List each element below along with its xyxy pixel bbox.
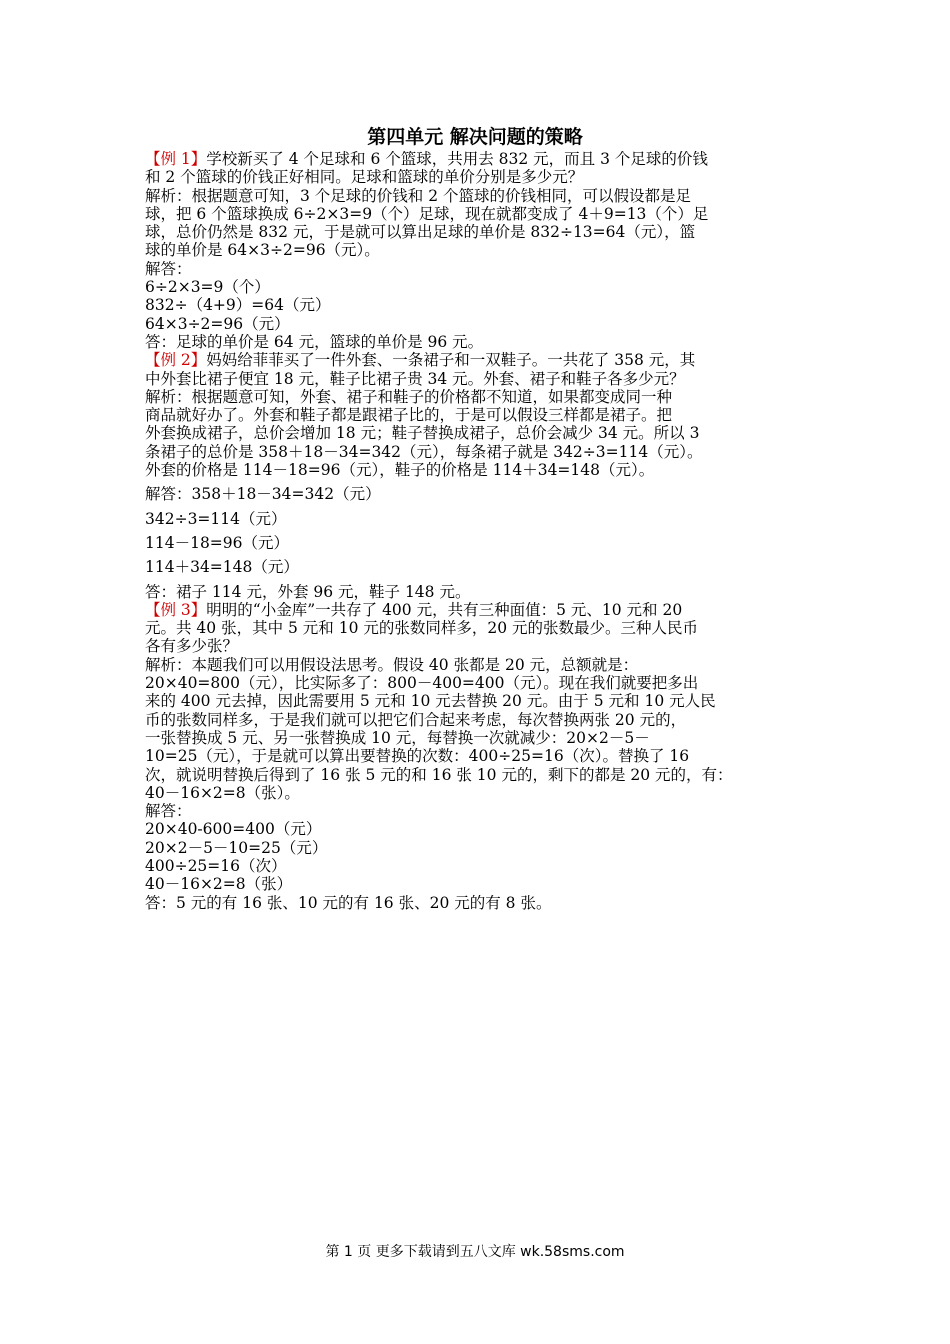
example-3 (145, 601, 820, 912)
solution-step: 40－16×2=8（张） (145, 875, 293, 894)
page-title: 第四单元 解决问题的策略 (367, 126, 583, 148)
analysis-line: 来的 400 元去掉，因此需要用 5 元和 10 元去替换 20 元。由于 5 元和 10 元人民 (145, 692, 716, 711)
example-tag: 【例 1】 (145, 150, 207, 168)
answer-line: 答：裙子 114 元，外套 96 元，鞋子 148 元。 (145, 582, 471, 601)
analysis-line: 球的单价是 64×3÷2=96（元）。 (145, 241, 380, 260)
example-2 (145, 351, 820, 601)
analysis-line: 10=25（元），于是就可以算出要替换的次数：400÷25=16（次）。替换了 16 (145, 747, 690, 766)
solution-step: 6÷2×3=9（个） (145, 278, 270, 297)
solution-step: 20×40-600=400（元） (145, 820, 322, 839)
question-line: 各有多少张？ (145, 637, 239, 656)
analysis-line: 球，把 6 个篮球换成 6÷2×3=9（个）足球，现在就都变成了 4＋9=13（个）足 (145, 204, 709, 223)
question-text: 妈妈给菲菲买了一件外套、一条裙子和一双鞋子。一共花了 358 元，其 (206, 351, 696, 370)
question-line (145, 601, 820, 619)
analysis-line: 解析：根据题意可知，外套、裙子和鞋子的价格都不知道，如果都变成同一种 (145, 387, 673, 406)
analysis-line: 一张替换成 5 元、另一张替换成 10 元，每替换一次就减少：20×2－5－ (145, 728, 650, 747)
analysis-line: 外套换成裙子，总价会增加 18 元；鞋子替换成裙子，总价会减少 34 元。所以 3 (145, 424, 700, 443)
question-line: 和 2 个篮球的价钱正好相同。足球和篮球的单价分别是多少元？ (145, 168, 584, 187)
example-1 (145, 150, 820, 351)
solution-step: 114－18=96（元） (145, 533, 290, 552)
analysis-line: 商品就好办了。外套和鞋子都是跟裙子比的，于是可以假设三样都是裙子。把 (145, 406, 673, 425)
analysis-line: 20×40=800（元），比实际多了：800－400=400（元）。现在我们就要把多出 (145, 674, 699, 693)
solution-step: 400÷25=16（次） (145, 856, 287, 875)
solution-step: 114＋34=148（元） (145, 558, 299, 577)
solution-step: 20×2－5－10=25（元） (145, 838, 328, 857)
analysis-line: 外套的价格是 114－18=96（元），鞋子的价格是 114＋34=148（元）。 (145, 461, 655, 480)
solution-step: 解答：358＋18－34=342（元） (145, 485, 381, 504)
question-line: 元。共 40 张，其中 5 元和 10 元的张数同样多，20 元的张数最少。三种人民币 (145, 619, 699, 638)
document-body (145, 150, 820, 912)
analysis-line: 解析：根据题意可知，3 个足球的价钱和 2 个篮球的价钱相同，可以假设都是足 (145, 186, 692, 205)
question-line (145, 351, 820, 369)
analysis-line: 币的张数同样多，于是我们就可以把它们合起来考虑，每次替换两张 20 元的， (145, 710, 687, 729)
solution-step: 64×3÷2=96（元） (145, 314, 290, 333)
question-line: 中外套比裙子便宜 18 元，鞋子比裙子贵 34 元。外套、裙子和鞋子各多少元？ (145, 369, 685, 388)
analysis-line: 40－16×2=8（张）。 (145, 783, 300, 802)
example-tag: 【例 2】 (145, 351, 207, 370)
answer-line: 答：5 元的有 16 张、10 元的有 16 张、20 元的有 8 张。 (145, 893, 552, 912)
solution-step: 342÷3=114（元） (145, 509, 287, 528)
solution-heading: 解答： (145, 259, 192, 278)
analysis-line: 条裙子的总价是 358＋18－34=342（元），每条裙子就是 342÷3=114（元）。 (145, 442, 703, 461)
analysis-line: 次，就说明替换后得到了 16 张 5 元的和 16 张 10 元的，剩下的都是 20 元的，有： (145, 765, 733, 784)
solution-step: 832÷（4+9）=64（元） (145, 296, 331, 315)
analysis-line: 解析：本题我们可以用假设法思考。假设 40 张都是 20 元，总额就是： (145, 655, 639, 674)
solution-heading: 解答： (145, 802, 192, 821)
question-text: 明明的“小金库”一共存了 400 元，共有三种面值：5 元、10 元和 20 (206, 600, 683, 619)
question-line (145, 150, 820, 168)
question-text: 学校新买了 4 个足球和 6 个篮球，共用去 832 元，而且 3 个足球的价钱 (206, 150, 708, 168)
analysis-line: 球，总价仍然是 832 元，于是就可以算出足球的单价是 832÷13=64（元），篮 (145, 223, 696, 242)
example-tag: 【例 3】 (145, 600, 207, 619)
page-footer: 第 1 页 更多下载请到五八文库 wk.58sms.com (325, 1244, 625, 1260)
answer-line: 答：足球的单价是 64 元，篮球的单价是 96 元。 (145, 332, 484, 351)
